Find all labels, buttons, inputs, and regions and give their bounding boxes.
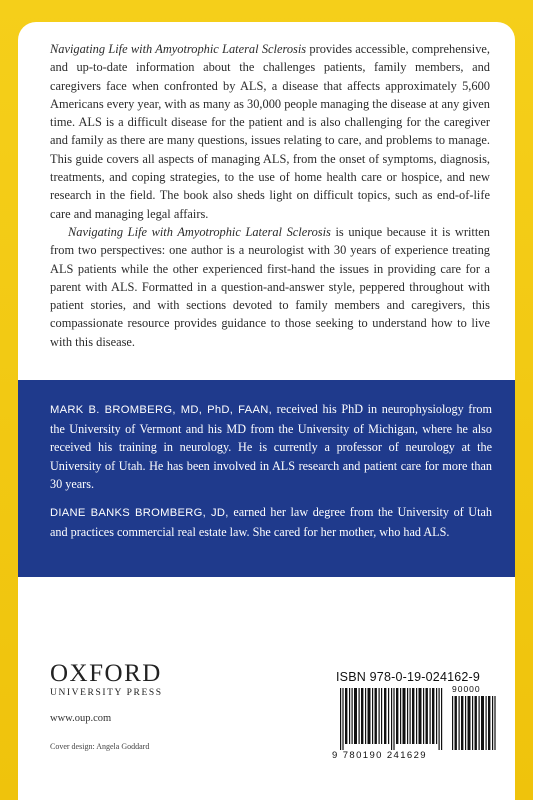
description-text: is unique because it is written from two perspectives: one author is a neurologist with 30 years of experience treating ALS patients while the other experienced first-hand the issues in providing care for a parent with ALS. Formatted in a question-and-answer style, peppered throughout with patient stories, and with sections devoted to family members and caregivers, this compassionate resource provides guidance to those seeking to understand how to live with this disease.	[50, 224, 491, 349]
price-code: 90000	[452, 684, 481, 694]
author-1-name: MARK B. BROMBERG, MD, PhD, FAAN,	[50, 404, 272, 416]
author-1-bio	[50, 400, 492, 494]
author-2-text: earned her law degree from the University of Utah and practices commercial real estate law. She cared for her mother, who had ALS.	[50, 504, 493, 539]
publisher-subname: UNIVERSITY PRESS	[50, 688, 163, 698]
ean-barcode	[340, 688, 444, 750]
cover-credit: Cover design: Angela Goddard	[50, 742, 150, 751]
publisher-website: www.oup.com	[50, 713, 112, 724]
addon-barcode	[452, 696, 496, 750]
isbn-label: ISBN 978-0-19-024162-9	[336, 670, 481, 684]
author-bio-panel	[18, 380, 515, 577]
publisher-name: OXFORD	[50, 660, 162, 687]
author-2-bio	[50, 503, 492, 541]
description-paragraph-2	[50, 223, 490, 351]
publisher-logo	[50, 661, 170, 698]
book-title-italic: Navigating Life with Amyotrophic Lateral Sclerosis	[50, 42, 307, 56]
description-text: provides accessible, comprehensive, and up-to-date information about the challenges patients, family members, and caregivers face when confronted by ALS, a disease that affects approximately 5,600 Americans every year, with as many as 30,000 people managing the disease at any given time. ALS is a difficult disease for the patient and is also challenging for the caregiver and family as there are many questions, issues relating to care, and problems to manage. This guide covers all aspects of managing ALS, from the onset of symptoms, diagnosis, treatments, and coping strategies, to the use of home health care or hospice, and new research in the field. The book also sheds light on difficult topics, such as end-of-life care and managing legal affairs.	[50, 42, 490, 221]
ean-digits: 9 780190 241629	[332, 750, 427, 761]
book-title-italic: Navigating Life with Amyotrophic Lateral Sclerosis	[68, 224, 331, 239]
book-description	[50, 40, 490, 351]
author-1-text: received his PhD in neurophysiology from the University of Vermont and his MD from the University of Michigan, where he also received his training in neurology. He is currently a professor of neurology at the University of Utah. He has been involved in ALS research and patient care for more than 30 years.	[50, 402, 492, 492]
description-paragraph-1	[50, 40, 490, 223]
author-2-name: DIANE BANKS BROMBERG, JD,	[50, 506, 229, 519]
